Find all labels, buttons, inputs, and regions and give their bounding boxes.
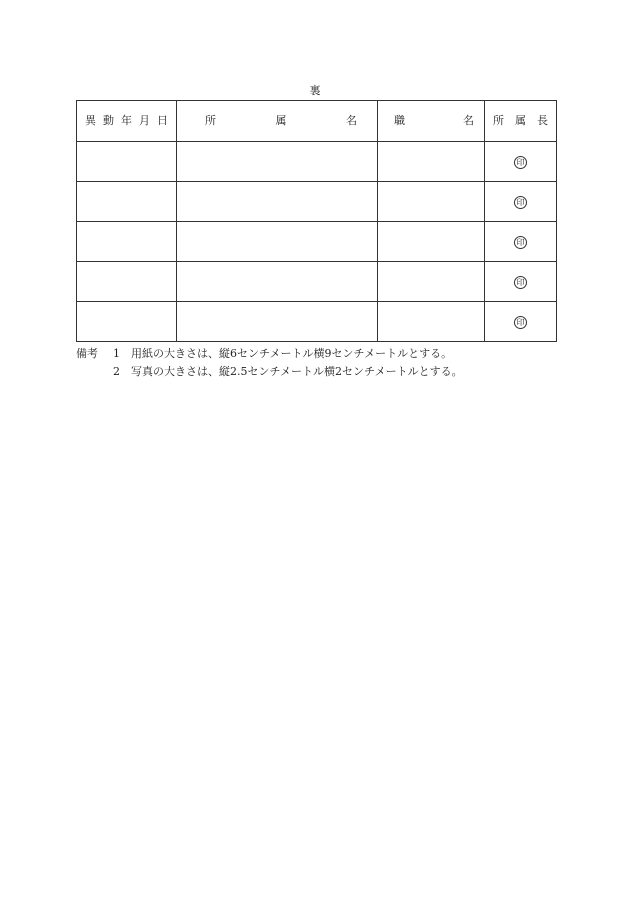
remarks-label: 備考 [76, 347, 98, 360]
position-name-cell[interactable] [378, 142, 485, 182]
table-row [77, 142, 557, 182]
header-row [77, 101, 557, 142]
header-transfer-date [77, 101, 177, 142]
table-row [77, 302, 557, 342]
affiliation-name-cell[interactable] [177, 142, 378, 182]
header-char: 年 [121, 114, 132, 127]
seal-cell[interactable] [485, 142, 557, 182]
seal-cell[interactable] [485, 182, 557, 222]
seal-mark-icon: 印 [514, 196, 527, 209]
seal-mark-icon: 印 [514, 156, 527, 169]
seal-cell[interactable] [485, 262, 557, 302]
header-char: 職 [394, 114, 405, 127]
header-char: 属 [515, 114, 526, 127]
header-char: 月 [139, 114, 150, 127]
affiliation-name-cell[interactable] [177, 262, 378, 302]
remark-number: 2 [113, 365, 120, 378]
seal-mark-icon: 印 [514, 236, 527, 249]
table-row [77, 262, 557, 302]
transfer-record-table [76, 100, 557, 342]
transfer-date-cell[interactable] [77, 142, 177, 182]
remark-text: 用紙の大きさは、縦6センチメートル横9センチメートルとする。 [131, 347, 453, 360]
table-row [77, 182, 557, 222]
remark-item [76, 363, 596, 381]
transfer-date-cell[interactable] [77, 262, 177, 302]
header-char: 所 [493, 114, 504, 127]
transfer-date-cell[interactable] [77, 302, 177, 342]
affiliation-name-cell[interactable] [177, 222, 378, 262]
position-name-cell[interactable] [378, 222, 485, 262]
transfer-date-cell[interactable] [77, 182, 177, 222]
position-name-cell[interactable] [378, 182, 485, 222]
header-char: 異 [85, 114, 96, 127]
header-department-head [485, 101, 557, 142]
affiliation-name-cell[interactable] [177, 182, 378, 222]
remark-text: 写真の大きさは、縦2.5センチメートル横2センチメートルとする。 [131, 365, 463, 378]
header-char: 名 [463, 114, 474, 127]
page-title: 裏 [309, 84, 321, 97]
remarks [76, 345, 596, 381]
seal-mark-icon: 印 [514, 276, 527, 289]
seal-mark-icon: 印 [514, 316, 527, 329]
remark-number: 1 [113, 347, 120, 360]
header-char: 所 [205, 114, 216, 127]
header-affiliation-name [177, 101, 378, 142]
header-char: 動 [103, 114, 114, 127]
header-char: 属 [275, 114, 287, 127]
transfer-date-cell[interactable] [77, 222, 177, 262]
header-char: 名 [346, 114, 357, 127]
seal-cell[interactable] [485, 302, 557, 342]
table-row [77, 222, 557, 262]
header-position-name [378, 101, 485, 142]
remark-item [76, 345, 596, 363]
affiliation-name-cell[interactable] [177, 302, 378, 342]
seal-cell[interactable] [485, 222, 557, 262]
position-name-cell[interactable] [378, 302, 485, 342]
position-name-cell[interactable] [378, 262, 485, 302]
header-char: 日 [157, 114, 168, 127]
header-char: 長 [537, 114, 548, 127]
remarks-indent [76, 363, 113, 381]
